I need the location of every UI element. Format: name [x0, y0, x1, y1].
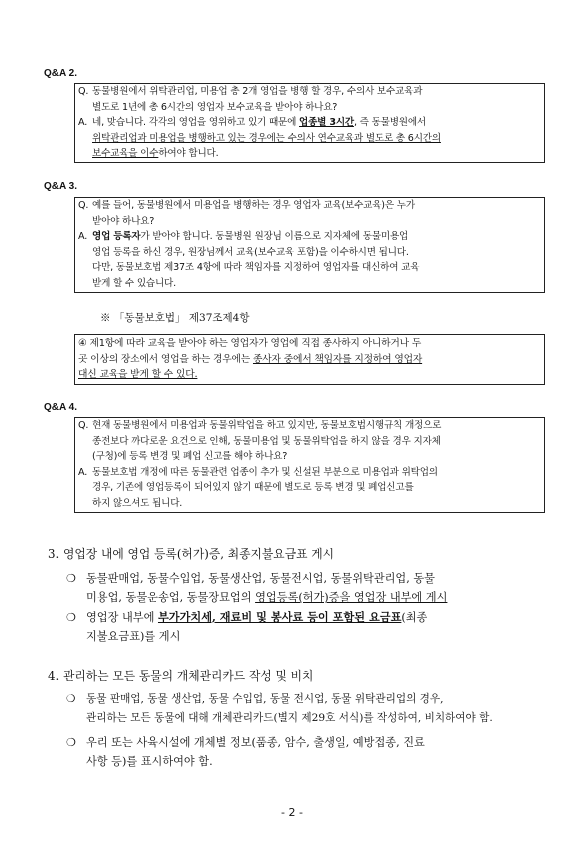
qa3-question — [75, 198, 544, 229]
qa2-box — [74, 83, 545, 163]
question-mark-label: Q. — [78, 200, 89, 211]
qa4-question-line-2: 종전보다 까다로운 요건으로 인해, 동물미용업 및 동물위탁업을 하지 않을 경우 지자체 — [92, 435, 441, 447]
qa3-box — [74, 197, 545, 293]
law-reference-note: ※ 「동물보호법」 제37조제4항 — [100, 312, 250, 324]
qa2-answer-text-end: 하여야 합니다. — [158, 148, 219, 160]
section-3-bullet-1 — [66, 569, 556, 607]
section-3-bullet-1-line-1: 동물판매업, 동물수입업, 동물생산업, 동물전시업, 동물위탁관리업, 동물 — [86, 572, 435, 585]
law-excerpt-underlined: 종사자 중에서 책임자를 지정하여 영업자 — [252, 353, 423, 365]
qa3-answer-line-2: 영업 등록을 하신 경우, 원장님께서 교육(보수교육 포함)을 이수하시면 됩니다. — [92, 246, 409, 258]
circle-bullet-icon: ❍ — [66, 736, 77, 749]
section-3-bullet-1-line-2 — [86, 588, 556, 607]
qa4-question-line-3: (구청)에 등록 변경 및 폐업 신고를 해야 하나요? — [92, 451, 288, 463]
law-excerpt-line-3: 대신 교육을 받게 할 수 있다. — [78, 369, 198, 381]
answer-mark-label: A. — [78, 466, 88, 478]
qa4-box — [74, 417, 545, 513]
section-3-text-tail: (최종 — [401, 611, 428, 624]
qa4-answer-line-1: 동물보호법 개정에 따른 동물관련 업종이 추가 및 신설된 부분으로 미용업과 위탁업의 — [92, 466, 438, 478]
qa4-answer — [75, 465, 544, 512]
circle-bullet-icon: ❍ — [66, 611, 77, 624]
question-mark-label: Q. — [78, 86, 89, 97]
qa2-answer-text: 네, 맞습니다. 각각의 영업을 영위하고 있기 때문에 — [92, 117, 299, 129]
qa3-answer-emphasis: 영업 등록자 — [92, 231, 141, 243]
qa3-label: Q&A 3. — [44, 181, 77, 192]
section-4-bullet-1 — [66, 690, 556, 728]
section-3-underlined: 영업등록(허가)증을 영업장 내부에 게시 — [255, 591, 448, 604]
qa3-answer-line-1 — [92, 229, 541, 245]
qa4-answer-line-2: 경우, 기존에 영업등록이 되어있지 않기 때문에 별도로 등록 변경 및 폐업신고를 — [92, 482, 414, 494]
law-excerpt-line-2 — [78, 352, 541, 368]
section-3-bullet-2-line-1 — [86, 608, 556, 627]
qa2-answer-line-3 — [92, 146, 541, 162]
qa3-answer-line-4: 받게 할 수 있습니다. — [92, 277, 176, 289]
section-3-emphasis: 부가가치세, 재료비 및 봉사료 등이 포함된 요금표 — [157, 610, 402, 624]
page-number: - 2 - — [281, 806, 303, 819]
section-3-text: 미용업, 동물운송업, 동물장묘업의 — [86, 591, 256, 604]
qa2-question-line-2: 별도로 1년에 총 6시간의 영업자 보수교육을 받아야 하나요? — [92, 101, 338, 113]
qa2-answer-underlined: 보수교육을 이수 — [92, 148, 159, 160]
section-3-text: 영업장 내부에 — [86, 611, 158, 624]
qa2-answer-text-tail: , 즉 동물병원에서 — [353, 117, 426, 129]
qa3-answer-line-3: 다만, 동물보호법 제37조 4항에 따라 책임자를 지정하여 영업자를 대신하여 교육 — [92, 262, 420, 274]
question-mark-label: Q. — [78, 420, 89, 431]
qa3-answer-text: 가 받아야 합니다. 동물병원 원장님 이름으로 지자체에 동물미용업 — [140, 231, 409, 243]
qa4-label: Q&A 4. — [44, 402, 77, 413]
section-3-title: 3. 영업장 내에 영업 등록(허가)증, 최종지불요금표 게시 — [48, 547, 335, 561]
section-4-bullet-2-line-2: 사항 등)를 표시하여야 함. — [86, 755, 213, 768]
section-3-bullet-2 — [66, 608, 556, 646]
qa3-answer — [75, 229, 544, 291]
section-4-bullet-1-line-1: 동물 판매업, 동물 생산업, 동물 수입업, 동물 전시업, 동물 위탁관리업의 경우, — [86, 693, 444, 705]
qa4-question — [75, 418, 544, 465]
qa3-question-line-1: 예를 들어, 동물병원에서 미용업을 병행하는 경우 영업자 교육(보수교육)은 누가 — [92, 200, 415, 211]
section-4-bullet-1-line-2: 관리하는 모든 동물에 대해 개체관리카드(별지 제29호 서식)를 작성하여, 비치하여야 함. — [86, 712, 493, 724]
law-excerpt-box — [74, 334, 545, 385]
section-4-title: 4. 관리하는 모든 동물의 개체관리카드 작성 및 비치 — [48, 669, 314, 683]
section-3-bullet-2-line-2: 지불요금표)를 게시 — [86, 630, 181, 643]
answer-mark-label: A. — [78, 117, 88, 129]
section-4-bullet-2 — [66, 733, 556, 771]
qa2-question — [75, 84, 544, 115]
section-4-bullet-2-line-1: 우리 또는 사육시설에 개체별 정보(품종, 암수, 출생일, 예방접종, 진료 — [86, 736, 425, 749]
law-excerpt-text: 곳 이상의 장소에서 영업을 하는 경우에는 — [78, 353, 253, 365]
qa2-label: Q&A 2. — [44, 68, 77, 79]
qa2-answer — [75, 115, 544, 162]
law-excerpt-line-1: ④ 제1항에 따라 교육을 받아야 하는 영업자가 영업에 직접 종사하지 아니하거나 두 — [78, 338, 422, 349]
qa4-answer-line-3: 하지 않으셔도 됩니다. — [92, 497, 183, 509]
answer-mark-label: A. — [78, 231, 88, 243]
qa3-question-line-2: 받아야 하나요? — [92, 215, 155, 227]
circle-bullet-icon: ❍ — [66, 693, 76, 705]
qa2-answer-line-2: 위탁관리업과 미용업을 병행하고 있는 경우에는 수의사 연수교육과 별도로 총 6시간의 — [92, 132, 441, 144]
circle-bullet-icon: ❍ — [66, 572, 77, 585]
qa2-question-line-1: 동물병원에서 위탁관리업, 미용업 총 2개 영업을 병행 할 경우, 수의사 보수교육과 — [92, 86, 423, 97]
qa4-question-line-1: 현재 동물병원에서 미용업과 동물위탁업을 하고 있지만, 동물보호법시행규칙 개정으로 — [92, 420, 442, 431]
qa2-answer-line-1 — [92, 115, 541, 131]
qa2-answer-emphasis: 업종별 3시간 — [299, 117, 354, 129]
